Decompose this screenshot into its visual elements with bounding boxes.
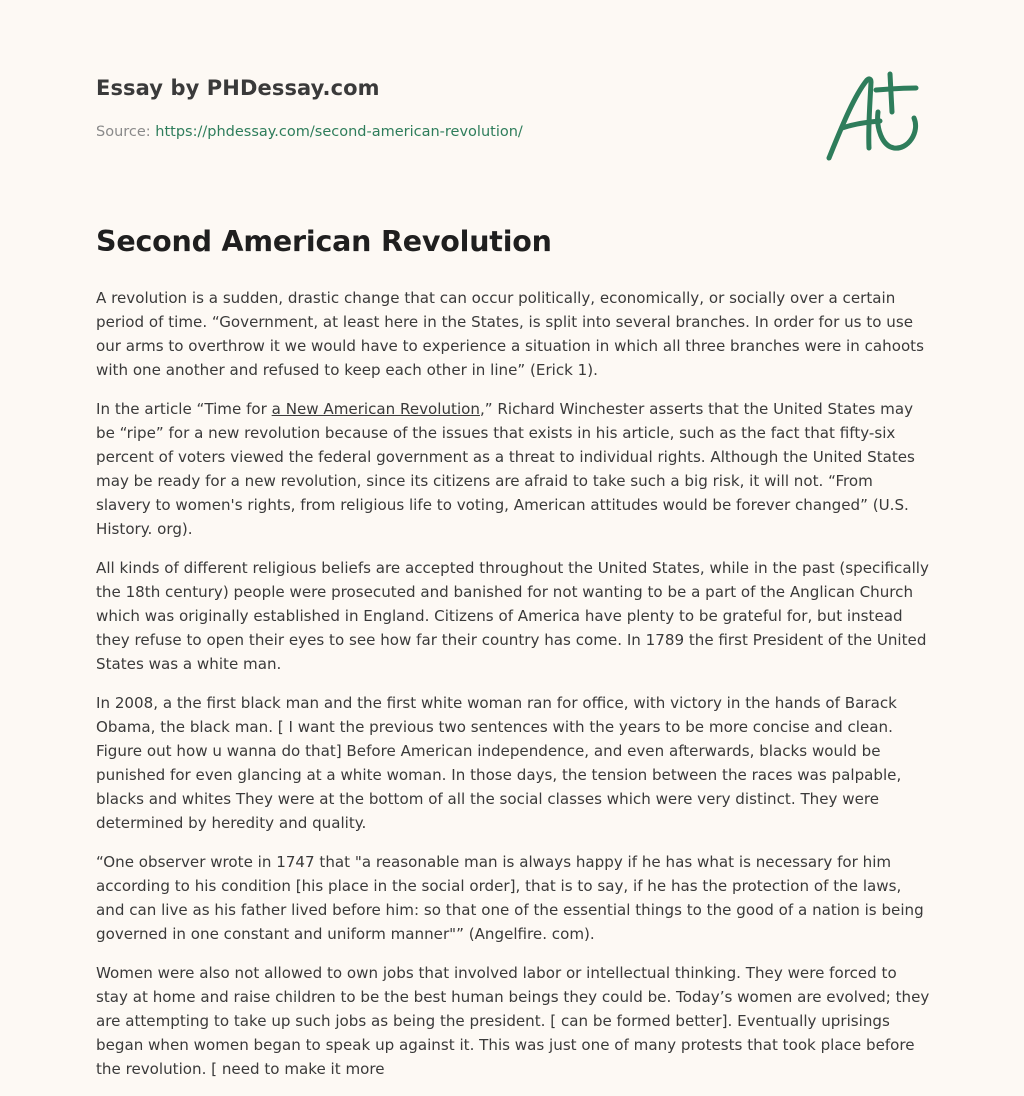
paragraph-5: “One observer wrote in 1747 that "a reasonable man is always happy if he has what is necessary for him according to his condition [his place in the social order], that is to say, if he has the protection of the laws, and can live as his father lived before him: so that one of the essential things to the good of a nation is being governed in one constant and uniform manner"” (Angelfire. com). — [96, 853, 924, 943]
a-plus-logo-icon — [822, 66, 926, 166]
source-link[interactable]: https://phdessay.com/second-american-revolution/ — [155, 124, 523, 140]
paragraph-4: In 2008, a the first black man and the first white woman ran for office, with victory in the hands of Barack Obama, the black man. [ I want the previous two sentences with the years to be more concise and clean. Figure out how u wanna do that] Before American independence, and even afterwards, blacks would be punished for even glancing at a white woman. In those days, the tension between the races was palpable, blacks and whites They were at the bottom of all the social classes which were very distinct. They were determined by heredity and quality. — [96, 694, 902, 832]
paragraph-3: All kinds of different religious beliefs are accepted throughout the United States, while in the past (specifically the 18th century) people were prosecuted and banished for not wanting to be a part of the Anglican Church which was originally established in England. Citizens of America have plenty to be grateful for, but instead they refuse to open their eyes to see how far their country has come. In 1789 the first President of the United States was a white man. — [96, 559, 929, 673]
source-label: Source: — [96, 124, 156, 140]
paragraph-2-rest: ,” Richard Winchester asserts that the United States may be “ripe” for a new revolution because of the issues that exists in his article, such as the fact that fifty-six percent of voters viewed the federal government as a threat to individual rights. Although the United States may be ready for a new revolution, since its citizens are afraid to take such a big risk, it will not. “From slavery to women's rights, from religious life to voting, American attitudes would be forever changed” (U.S. History. org). — [96, 400, 915, 538]
new-american-revolution-link[interactable]: a New American Revolution — [271, 400, 480, 418]
paragraph-6: Women were also not allowed to own jobs that involved labor or intellectual thinking. They were forced to stay at home and raise children to be the best human beings they could be. Today’s women are evolved; they are attempting to take up such jobs as being the president. [ can be formed better]. Eventually uprisings began when women began to speak up against it. This was just one of many protests that took place before the revolution. [ need to make it more — [96, 964, 930, 1078]
site-title: Essay by PHDessay.com — [96, 76, 380, 100]
paragraph-1: A revolution is a sudden, drastic change that can occur politically, economically, or socially over a certain period of time. “Government, at least here in the States, is split into several branches. In order for us to use our arms to overthrow it we would have to experience a situation in which all three branches were in cahoots with one another and refused to keep each other in line” (Erick 1). — [96, 289, 924, 379]
essay-title: Second American Revolution — [96, 225, 552, 258]
paragraph-2 — [96, 397, 932, 541]
paragraph-2-intro: In the article “Time for — [96, 400, 272, 418]
essay-body — [96, 286, 932, 1096]
source-line — [96, 124, 523, 140]
